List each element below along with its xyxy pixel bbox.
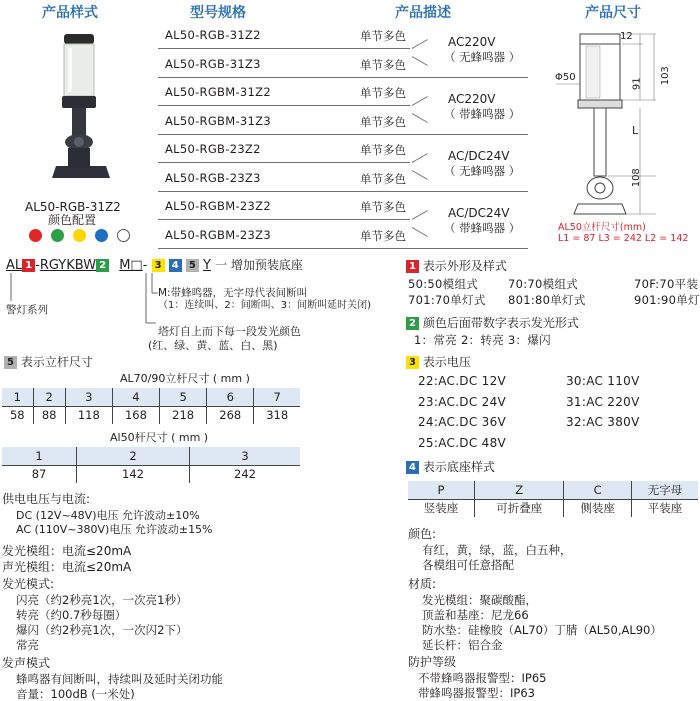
model-name: AL50-RGBM-31Z3 <box>165 113 271 128</box>
pole-table-2 <box>2 447 300 483</box>
model-type: 单节多色 <box>360 143 406 157</box>
s1-title: 表示外形及样式 <box>422 259 507 273</box>
dim-L: L <box>632 124 639 137</box>
ip-line-1: 不带蜂鸣器报警型：IP65 <box>418 671 547 685</box>
code-rgykbw: RGYKBW <box>39 258 97 273</box>
code-num-5: 5 <box>186 259 199 272</box>
row-divider <box>158 105 410 106</box>
s1-a2: 70:70模组式 <box>508 277 579 291</box>
base-table <box>408 481 698 517</box>
row-divider <box>158 219 410 220</box>
sound-current: 声光模组：电流≤20mA <box>2 560 132 574</box>
table-cell: 3 <box>189 447 300 465</box>
code-y: Y <box>202 258 211 273</box>
pole-section-title <box>4 356 93 370</box>
material-4: 延长杆：铝合金 <box>422 638 503 652</box>
model-name: AL50-RGB-23Z2 <box>165 142 261 156</box>
table-cell: 168 <box>112 406 159 424</box>
table-cell: 5 <box>160 388 207 406</box>
table-cell: 318 <box>254 406 300 424</box>
voltage-label: AC220V <box>448 92 496 106</box>
table-cell: 2 <box>77 447 190 465</box>
model-name: AL50-RGBM-23Z3 <box>165 227 271 242</box>
s2-num: 2 <box>406 317 419 330</box>
table-cell: 88 <box>33 406 65 424</box>
color-desc-2: (红、绿、黄、蓝、白、黑) <box>148 339 278 352</box>
dim-91: 91 <box>631 77 643 91</box>
table-cell: 侧装座 <box>564 499 632 517</box>
color-dot <box>29 229 42 242</box>
s2-title: 颜色后面带数字表示发光形式 <box>422 316 579 330</box>
code-num-4: 4 <box>169 259 182 272</box>
table-cell: 无字母 <box>631 481 698 499</box>
light-mode-4: 常亮 <box>16 638 39 652</box>
model-name: AL50-RGBM-23Z2 <box>165 199 271 213</box>
voltage-left: 22:AC.DC 12V <box>418 374 507 388</box>
buzzer-label: （ 无蜂鸣器 ） <box>444 164 521 178</box>
tower-light-image <box>48 30 120 190</box>
bracket-line <box>412 210 428 220</box>
row-divider <box>158 134 528 135</box>
s4-num: 4 <box>406 461 419 474</box>
voltage-label: AC220V <box>448 35 496 49</box>
s3-title-row <box>406 356 471 370</box>
table-cell: 平装座 <box>631 499 698 517</box>
voltage-left: 24:AC.DC 36V <box>418 415 507 429</box>
row-divider <box>158 191 528 192</box>
material-2: 顶盖和基座：尼龙66 <box>422 608 529 622</box>
s4-title: 表示底座样式 <box>422 460 495 474</box>
product-model-label: AL50-RGB-31Z2 <box>25 200 121 214</box>
material-3: 防水垫：硅橡胶（AL70）丁腈（AL50,AL90） <box>422 623 662 637</box>
table-cell: 4 <box>112 388 159 406</box>
table-cell: 218 <box>160 406 207 424</box>
voltage-right: 30:AC 110V <box>566 374 640 388</box>
s1-b2: 801:80单灯式 <box>508 293 586 307</box>
pole-note-title: AL50立杆尺寸(mm) <box>558 222 646 233</box>
model-type: 单节多色 <box>360 57 406 72</box>
s1-a3: 70F:70平装 <box>634 277 699 291</box>
color-title: 颜色: <box>408 527 437 541</box>
buzzer-label: （ 带蜂鸣器 ） <box>444 221 521 235</box>
dim-103: 103 <box>659 66 671 86</box>
table-cell: 1 <box>2 388 33 406</box>
ip-line-2: 带蜂鸣器报警型：IP63 <box>418 686 535 700</box>
code-m: M□ <box>119 258 143 273</box>
dimension-drawing <box>548 28 698 233</box>
buzzer-label: （ 无蜂鸣器 ） <box>444 50 521 64</box>
sound-mode-1: 蜂鸣器有间断叫，持续叫及延时关闭功能 <box>16 672 223 686</box>
color-config-label: 颜色配置 <box>48 213 97 227</box>
model-name: AL50-RGB-31Z3 <box>165 56 261 71</box>
s1-a1: 50:50模组式 <box>408 277 479 291</box>
bracket-line <box>412 227 428 237</box>
s1-b3: 901:90单灯 <box>634 293 700 307</box>
lamp-series-label: 警灯系列 <box>6 304 48 316</box>
table-cell: 242 <box>189 465 300 483</box>
dim-108: 108 <box>630 168 642 188</box>
sound-mode-2: 音量：100dB (一米处) <box>16 687 135 701</box>
color-line-2: 各模组可任意搭配 <box>422 558 514 572</box>
model-name: AL50-RGB-23Z3 <box>165 170 261 185</box>
light-mode-title: 发光模式: <box>2 577 55 591</box>
m-desc-1: M:带蜂鸣器，无字母代表间断叫 <box>158 287 308 299</box>
row-divider <box>158 77 528 78</box>
table-cell: 2 <box>33 388 65 406</box>
row-divider <box>158 48 410 49</box>
voltage-label: AC/DC24V <box>448 206 510 220</box>
table-cell: 可折叠座 <box>475 499 564 517</box>
bracket-line <box>412 39 428 49</box>
code-num-3: 3 <box>152 259 165 272</box>
table-cell: 1 <box>2 447 77 465</box>
table-cell: 3 <box>65 388 112 406</box>
table-cell: 6 <box>207 388 254 406</box>
voltage-right: 31:AC 220V <box>566 394 640 409</box>
row-divider <box>158 162 410 163</box>
bracket-line <box>412 96 428 106</box>
light-mode-2: 转亮（约0.7秒每圈） <box>16 608 127 622</box>
t2-caption: Al50杆尺寸 ( mm ) <box>110 431 209 444</box>
supply-dc: DC (12V~48V)电压 允许波动±10% <box>16 509 200 522</box>
color-dot <box>95 229 108 242</box>
code-num-1: 1 <box>22 259 35 272</box>
model-type: 单节多色 <box>360 29 406 43</box>
color-dot <box>51 229 64 242</box>
model-type: 单节多色 <box>360 114 406 129</box>
s1-num: 1 <box>406 260 419 273</box>
table-cell: 142 <box>77 465 190 483</box>
code-al: AL <box>6 258 23 273</box>
table-cell: C <box>564 481 632 499</box>
dim-phi50: Φ50 <box>555 72 576 83</box>
material-title: 材质: <box>408 577 437 591</box>
table-cell: 87 <box>2 465 77 483</box>
bracket-line <box>412 170 428 180</box>
code-y-desc: 一 增加预装底座 <box>215 258 303 272</box>
header-desc: 产品描述 <box>395 5 451 21</box>
code-dash-2: - <box>142 258 148 273</box>
light-current: 发光模组：电流≤20mA <box>2 544 132 558</box>
table-cell: Z <box>475 481 564 499</box>
header-model: 型号规格 <box>190 5 246 21</box>
s3-num: 3 <box>406 356 419 369</box>
ip-title: 防护等级 <box>408 655 457 669</box>
t1-caption: AL70/90立杆尺寸 ( mm ) <box>120 372 250 385</box>
pole-note-values: L1 = 87 L3 = 242 L2 = 142 <box>558 233 689 244</box>
pole-table-1 <box>2 388 300 424</box>
model-type: 单节多色 <box>360 86 406 100</box>
model-type: 单节多色 <box>360 200 406 214</box>
model-name: AL50-RGBM-31Z2 <box>165 85 271 99</box>
light-mode-1: 闪亮（约2秒亮1次，一次亮1秒） <box>16 593 188 607</box>
code-dash-1: - <box>35 258 40 273</box>
voltage-left: 23:AC.DC 24V <box>418 394 507 409</box>
s2-line: 1：常亮 2：转亮 3：爆闪 <box>414 333 551 347</box>
m-desc-2: （1：连续叫、2：间断叫、3：间断叫延时关闭) <box>158 300 371 311</box>
bracket-line <box>412 56 428 66</box>
pole-num: 5 <box>4 356 17 369</box>
table-cell: 268 <box>207 406 254 424</box>
material-1: 发光模组：聚碳酸酯， <box>422 593 537 607</box>
s4-title-row <box>406 461 495 475</box>
voltage-left: 25:AC.DC 48V <box>418 435 507 450</box>
header-size: 产品尺寸 <box>585 5 641 21</box>
color-dot <box>117 229 130 242</box>
voltage-right: 32:AC 380V <box>566 415 640 429</box>
dim-12: 12 <box>620 31 633 42</box>
supply-ac: AC (110V~380V)电压 允许波动±15% <box>16 523 213 536</box>
code-line <box>6 259 303 274</box>
pole-title: 表示立杆尺寸 <box>20 355 93 369</box>
color-dot <box>73 229 86 242</box>
s3-title: 表示电压 <box>422 355 471 369</box>
bracket-line <box>412 113 428 123</box>
s1-b1: 701:70单灯式 <box>408 293 486 307</box>
bracket-line <box>412 153 428 163</box>
buzzer-label: （ 带蜂鸣器 ） <box>444 107 521 121</box>
table-cell: 118 <box>65 406 112 424</box>
table-cell: 竖装座 <box>408 499 475 517</box>
supply-title: 供电电压与电流: <box>2 492 91 506</box>
table-cell: P <box>408 481 475 499</box>
table-cell: 58 <box>2 406 33 424</box>
color-desc-1: 塔灯自上而下每一段发光颜色 <box>158 325 301 338</box>
header-style: 产品样式 <box>42 5 98 21</box>
s2-title-row <box>406 317 579 331</box>
model-type: 单节多色 <box>360 228 406 243</box>
code-num-2: 2 <box>96 259 109 272</box>
s1-title-row <box>406 260 507 274</box>
color-line-1: 有红，黄，绿，蓝，白五种， <box>422 543 572 557</box>
row-divider <box>158 248 528 249</box>
table-cell: 7 <box>254 388 300 406</box>
model-name: AL50-RGB-31Z2 <box>165 28 261 42</box>
model-type: 单节多色 <box>360 171 406 186</box>
sound-mode-title: 发声模式 <box>2 656 51 670</box>
light-mode-3: 爆闪（约2秒亮1次，一次闪2下） <box>16 623 188 637</box>
voltage-label: AC/DC24V <box>448 149 510 163</box>
